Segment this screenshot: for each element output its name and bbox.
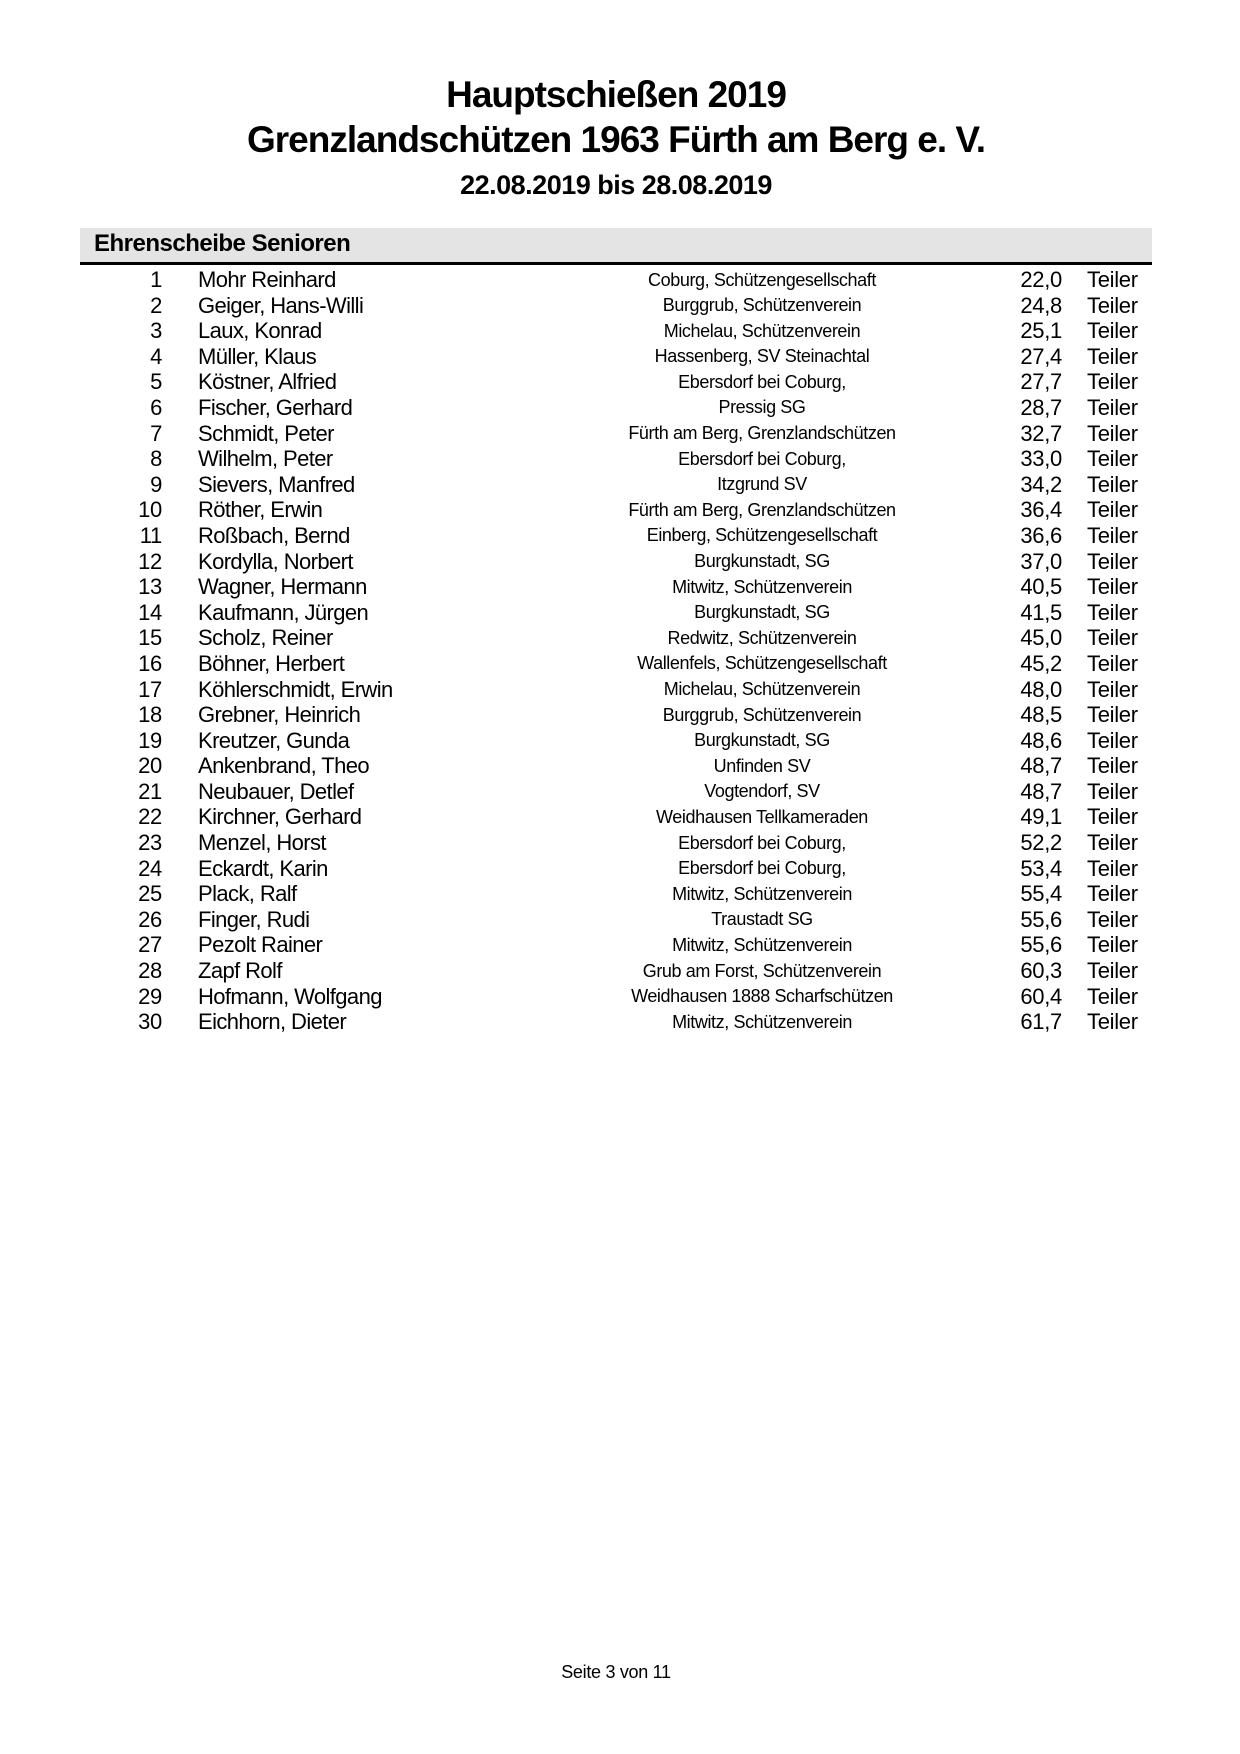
club-cell: Unfinden SV xyxy=(713,755,811,776)
table-row xyxy=(80,549,1152,575)
rank-cell: 27 xyxy=(138,932,162,958)
name-cell: Wilhelm, Peter xyxy=(198,446,333,472)
club-cell: Pressig SG xyxy=(718,397,806,418)
name-cell: Pezolt Rainer xyxy=(198,932,323,958)
table-row xyxy=(80,369,1152,395)
results-table xyxy=(80,267,1152,1035)
club-cell: Burgkunstadt, SG xyxy=(694,730,830,751)
rank-cell: 23 xyxy=(138,830,162,856)
rank-cell: 2 xyxy=(150,292,162,318)
score-cell: 25,1 xyxy=(1020,318,1062,344)
unit-cell: Teiler xyxy=(1087,958,1138,984)
score-cell: 48,7 xyxy=(1020,753,1062,779)
unit-cell: Teiler xyxy=(1087,906,1138,932)
club-cell: Traustadt SG xyxy=(711,909,813,930)
unit-cell: Teiler xyxy=(1087,420,1138,446)
rank-cell: 18 xyxy=(138,702,162,728)
rank-cell: 28 xyxy=(138,958,162,984)
name-cell: Fischer, Gerhard xyxy=(198,394,353,420)
table-row xyxy=(80,472,1152,498)
document-header xyxy=(80,72,1152,205)
table-row xyxy=(80,804,1152,830)
unit-cell: Teiler xyxy=(1087,394,1138,420)
score-cell: 36,4 xyxy=(1020,497,1062,523)
score-cell: 48,7 xyxy=(1020,778,1062,804)
rank-cell: 9 xyxy=(150,471,162,497)
rank-cell: 11 xyxy=(139,522,162,548)
unit-cell: Teiler xyxy=(1087,727,1138,753)
name-cell: Zapf Rolf xyxy=(198,958,282,984)
unit-cell: Teiler xyxy=(1087,625,1138,651)
unit-cell: Teiler xyxy=(1087,446,1138,472)
club-cell: Burgkunstadt, SG xyxy=(694,602,830,623)
unit-cell: Teiler xyxy=(1087,1009,1138,1035)
score-cell: 27,7 xyxy=(1020,369,1062,395)
rank-cell: 25 xyxy=(138,881,162,907)
table-row xyxy=(80,1009,1152,1035)
rank-cell: 16 xyxy=(138,650,162,676)
table-row xyxy=(80,907,1152,933)
table-row xyxy=(80,677,1152,703)
unit-cell: Teiler xyxy=(1087,830,1138,856)
table-row xyxy=(80,702,1152,728)
club-cell: Wallenfels, Schützengesellschaft xyxy=(637,653,887,674)
name-cell: Hofmann, Wolfgang xyxy=(198,983,382,1009)
name-cell: Wagner, Hermann xyxy=(198,574,367,600)
club-cell: Weidhausen Tellkameraden xyxy=(656,806,868,827)
rank-cell: 22 xyxy=(138,804,162,830)
score-cell: 49,1 xyxy=(1020,804,1062,830)
table-row xyxy=(80,753,1152,779)
name-cell: Roßbach, Bernd xyxy=(198,522,350,548)
score-cell: 32,7 xyxy=(1020,420,1062,446)
score-cell: 48,6 xyxy=(1020,727,1062,753)
score-cell: 60,3 xyxy=(1020,958,1062,984)
document-title-line1: Hauptschießen 2019 xyxy=(446,74,786,115)
score-cell: 55,4 xyxy=(1020,881,1062,907)
club-cell: Burggrub, Schützenverein xyxy=(662,295,862,316)
score-cell: 52,2 xyxy=(1020,830,1062,856)
unit-cell: Teiler xyxy=(1087,471,1138,497)
rank-cell: 13 xyxy=(138,574,162,600)
rank-cell: 5 xyxy=(150,369,162,395)
table-row xyxy=(80,421,1152,447)
rank-cell: 29 xyxy=(138,983,162,1009)
table-row xyxy=(80,984,1152,1010)
table-row xyxy=(80,574,1152,600)
unit-cell: Teiler xyxy=(1087,932,1138,958)
name-cell: Finger, Rudi xyxy=(198,906,310,932)
score-cell: 45,2 xyxy=(1020,650,1062,676)
club-cell: Ebersdorf bei Coburg, xyxy=(678,448,846,469)
table-row xyxy=(80,728,1152,754)
score-cell: 53,4 xyxy=(1020,855,1062,881)
score-cell: 28,7 xyxy=(1020,394,1062,420)
name-cell: Eckardt, Karin xyxy=(198,855,328,881)
table-row xyxy=(80,932,1152,958)
table-row xyxy=(80,446,1152,472)
unit-cell: Teiler xyxy=(1087,522,1138,548)
table-row xyxy=(80,267,1152,293)
unit-cell: Teiler xyxy=(1087,983,1138,1009)
score-cell: 41,5 xyxy=(1020,599,1062,625)
score-cell: 40,5 xyxy=(1020,574,1062,600)
club-cell: Ebersdorf bei Coburg, xyxy=(678,371,846,392)
club-cell: Einberg, Schützengesellschaft xyxy=(646,525,878,546)
unit-cell: Teiler xyxy=(1087,369,1138,395)
name-cell: Scholz, Reiner xyxy=(198,625,333,651)
club-cell: Itzgrund SV xyxy=(717,474,807,495)
unit-cell: Teiler xyxy=(1087,702,1138,728)
name-cell: Röther, Erwin xyxy=(198,497,323,523)
score-cell: 36,6 xyxy=(1020,522,1062,548)
rank-cell: 6 xyxy=(150,394,162,420)
unit-cell: Teiler xyxy=(1087,292,1138,318)
name-cell: Mohr Reinhard xyxy=(198,267,336,292)
name-cell: Böhner, Herbert xyxy=(198,650,345,676)
club-cell: Fürth am Berg, Grenzlandschützen xyxy=(628,423,896,444)
score-cell: 33,0 xyxy=(1020,446,1062,472)
name-cell: Müller, Klaus xyxy=(198,343,317,369)
unit-cell: Teiler xyxy=(1087,267,1138,292)
name-cell: Schmidt, Peter xyxy=(198,420,334,446)
name-cell: Köhlerschmidt, Erwin xyxy=(198,676,393,702)
table-row xyxy=(80,600,1152,626)
table-row xyxy=(80,523,1152,549)
unit-cell: Teiler xyxy=(1087,650,1138,676)
page-number: Seite 3 von 11 xyxy=(561,1662,671,1682)
table-row xyxy=(80,779,1152,805)
rank-cell: 26 xyxy=(138,906,162,932)
score-cell: 55,6 xyxy=(1020,932,1062,958)
club-cell: Michelau, Schützenverein xyxy=(663,320,861,341)
section-header-band xyxy=(80,228,1152,265)
unit-cell: Teiler xyxy=(1087,574,1138,600)
club-cell: Coburg, Schützengesellschaft xyxy=(648,269,876,290)
score-cell: 61,7 xyxy=(1020,1009,1062,1035)
table-row xyxy=(80,395,1152,421)
table-row xyxy=(80,830,1152,856)
club-cell: Burggrub, Schützenverein xyxy=(662,704,862,725)
table-row xyxy=(80,293,1152,319)
score-cell: 37,0 xyxy=(1020,548,1062,574)
rank-cell: 10 xyxy=(138,497,162,523)
name-cell: Laux, Konrad xyxy=(198,318,322,344)
score-cell: 48,5 xyxy=(1020,702,1062,728)
name-cell: Grebner, Heinrich xyxy=(198,702,361,728)
club-cell: Hassenberg, SV Steinachtal xyxy=(654,346,870,367)
club-cell: Mitwitz, Schützenverein xyxy=(672,576,852,597)
score-cell: 55,6 xyxy=(1020,906,1062,932)
unit-cell: Teiler xyxy=(1087,778,1138,804)
score-cell: 24,8 xyxy=(1020,292,1062,318)
document-date-range: 22.08.2019 bis 28.08.2019 xyxy=(460,170,772,200)
table-row xyxy=(80,344,1152,370)
club-cell: Mitwitz, Schützenverein xyxy=(672,883,852,904)
unit-cell: Teiler xyxy=(1087,855,1138,881)
name-cell: Kirchner, Gerhard xyxy=(198,804,362,830)
score-cell: 34,2 xyxy=(1020,471,1062,497)
name-cell: Neubauer, Detlef xyxy=(198,778,354,804)
rank-cell: 4 xyxy=(150,343,162,369)
score-cell: 45,0 xyxy=(1020,625,1062,651)
unit-cell: Teiler xyxy=(1087,676,1138,702)
club-cell: Vogtendorf, SV xyxy=(704,781,820,802)
rank-cell: 24 xyxy=(138,855,162,881)
table-row xyxy=(80,318,1152,344)
name-cell: Geiger, Hans-Willi xyxy=(198,292,364,318)
unit-cell: Teiler xyxy=(1087,548,1138,574)
club-cell: Mitwitz, Schützenverein xyxy=(672,1011,852,1032)
table-row xyxy=(80,651,1152,677)
club-cell: Grub am Forst, Schützenverein xyxy=(642,960,882,981)
table-row xyxy=(80,625,1152,651)
unit-cell: Teiler xyxy=(1087,804,1138,830)
name-cell: Eichhorn, Dieter xyxy=(198,1009,347,1035)
rank-cell: 12 xyxy=(138,548,162,574)
section-title: Ehrenscheibe Senioren xyxy=(94,230,351,257)
club-cell: Ebersdorf bei Coburg, xyxy=(678,858,846,879)
name-cell: Plack, Ralf xyxy=(198,881,297,907)
name-cell: Köstner, Alfried xyxy=(198,369,337,395)
table-row xyxy=(80,856,1152,882)
rank-cell: 1 xyxy=(150,267,162,292)
rank-cell: 30 xyxy=(138,1009,162,1035)
score-cell: 60,4 xyxy=(1020,983,1062,1009)
score-cell: 22,0 xyxy=(1020,267,1062,292)
unit-cell: Teiler xyxy=(1087,881,1138,907)
club-cell: Burgkunstadt, SG xyxy=(694,551,830,572)
score-cell: 27,4 xyxy=(1020,343,1062,369)
name-cell: Ankenbrand, Theo xyxy=(198,753,370,779)
name-cell: Sievers, Manfred xyxy=(198,471,355,497)
unit-cell: Teiler xyxy=(1087,599,1138,625)
score-cell: 48,0 xyxy=(1020,676,1062,702)
table-row xyxy=(80,881,1152,907)
club-cell: Michelau, Schützenverein xyxy=(663,679,861,699)
unit-cell: Teiler xyxy=(1087,343,1138,369)
rank-cell: 17 xyxy=(138,676,162,702)
club-cell: Mitwitz, Schützenverein xyxy=(672,934,852,955)
rank-cell: 20 xyxy=(138,753,162,779)
club-cell: Ebersdorf bei Coburg, xyxy=(678,832,846,853)
rank-cell: 8 xyxy=(150,446,162,472)
unit-cell: Teiler xyxy=(1087,497,1138,523)
rank-cell: 7 xyxy=(150,420,162,446)
document-title-line2: Grenzlandschützen 1963 Fürth am Berg e. V. xyxy=(247,119,985,160)
unit-cell: Teiler xyxy=(1087,753,1138,779)
name-cell: Kreutzer, Gunda xyxy=(198,727,350,753)
club-cell: Weidhausen 1888 Scharfschützen xyxy=(631,986,893,1007)
name-cell: Menzel, Horst xyxy=(198,830,326,856)
table-row xyxy=(80,497,1152,523)
rank-cell: 15 xyxy=(138,625,162,651)
name-cell: Kordylla, Norbert xyxy=(198,548,353,574)
rank-cell: 19 xyxy=(138,727,162,753)
club-cell: Redwitz, Schützenverein xyxy=(667,627,857,648)
rank-cell: 14 xyxy=(138,599,162,625)
club-cell: Fürth am Berg, Grenzlandschützen xyxy=(628,499,896,520)
name-cell: Kaufmann, Jürgen xyxy=(198,599,369,625)
unit-cell: Teiler xyxy=(1087,318,1138,344)
rank-cell: 21 xyxy=(138,778,162,804)
rank-cell: 3 xyxy=(150,318,162,344)
table-row xyxy=(80,958,1152,984)
